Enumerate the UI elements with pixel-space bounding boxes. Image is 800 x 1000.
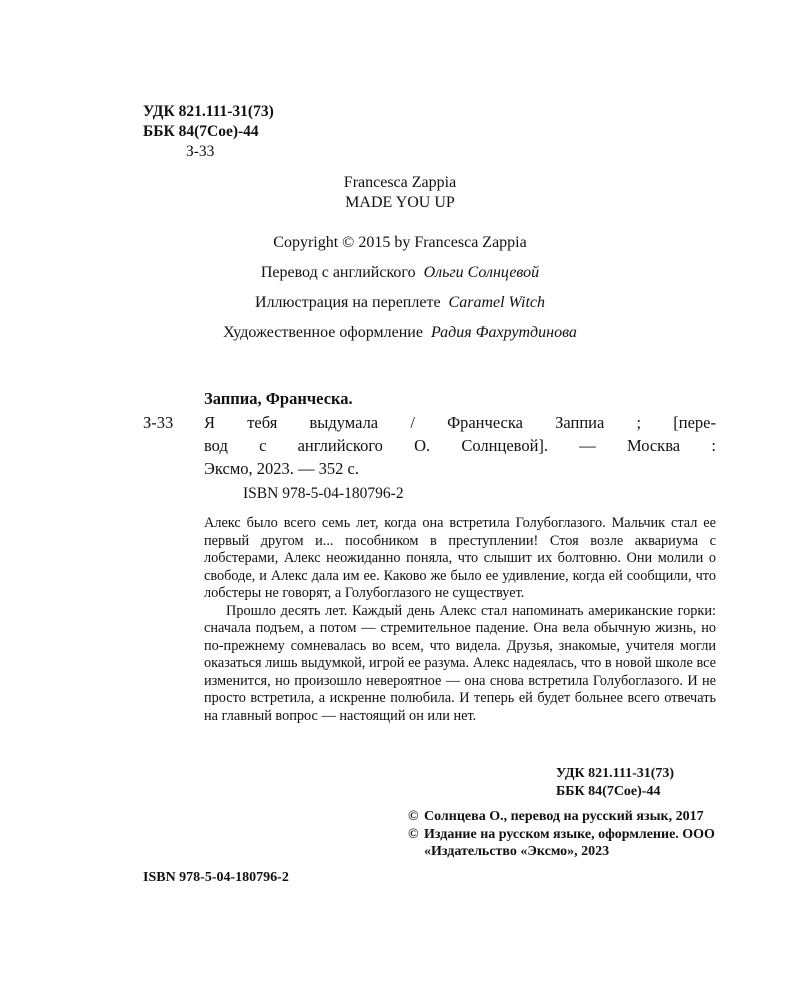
designer-name: Радия Фахрутдинова xyxy=(430,324,577,341)
design-credit xyxy=(0,324,800,342)
bibliographic-mark: З-33 xyxy=(143,413,174,432)
translator-name: Ольги Солнцевой xyxy=(423,264,540,281)
copyright-symbol: © xyxy=(408,809,419,824)
author-mark: З-33 xyxy=(186,143,215,160)
copyright-line: Copyright © 2015 by Francesca Zappia xyxy=(273,234,527,251)
copyright-symbol: © xyxy=(408,826,419,842)
book-summary xyxy=(204,515,716,725)
description-line-3: Эксмо, 2023. — 352 с. xyxy=(204,459,359,478)
illustration-credit xyxy=(0,294,800,312)
description-line-1: Я тебя выдумала / Франческа Заппиа ; [пере- xyxy=(204,413,716,432)
summary-paragraph-2: Прошло десять лет. Каждый день Алекс стал напоминать американские горки: сначала подъем, а потом — стремительное падение. Она вела обычную жизнь, но по-прежнему сомневалась во всем, что видела. Друзья, знакомые, учителя могли оказаться лишь выдумкой, игрой ее разума. Алекс надеялась, что в новой школе все изменится, но произошло невероятное — она снова встретила Голубоглазого. И не просто встретила, а искренне полюбила. И теперь ей будет больнее всего отвечать на главный вопрос — настоящий он или нет. xyxy=(204,602,716,724)
illustration-label: Иллюстрация на переплете xyxy=(255,294,441,311)
illustrator-name: Caramel Witch xyxy=(448,294,545,311)
bibliographic-description xyxy=(204,413,716,482)
design-label: Художественное оформление xyxy=(223,324,423,341)
original-title: MADE YOU UP xyxy=(345,194,455,211)
translation-credit xyxy=(0,264,800,282)
udk-code: УДК 821.111-31(73) xyxy=(143,103,274,120)
copyright-notices xyxy=(408,808,718,861)
summary-bbk: ББК 84(7Сое)-44 xyxy=(556,784,661,799)
isbn-main: ISBN 978-5-04-180796-2 xyxy=(243,485,404,502)
description-line-2: вод с английского О. Солнцевой]. — Москва : xyxy=(204,436,716,455)
summary-paragraph-1: Алекс было всего семь лет, когда она встретила Голубоглазого. Мальчик стал ее первый другом и... пособником в преступлении! Стоя возле аквариума с лобстерами, Алекс неожиданно поняла, что слышит их болтовню. Они молили о свободе, и Алекс дала им ее. Каково же было ее удивление, когда ей сообщили, что лобстеры не говорят, а Голубоглазого не существует. xyxy=(204,515,716,601)
copyright-translation: © Солнцева О., перевод на русский язык, 2017 xyxy=(408,809,704,824)
original-author: Francesca Zappia xyxy=(343,174,457,191)
isbn-footer: ISBN 978-5-04-180796-2 xyxy=(143,870,289,885)
summary-udk: УДК 821.111-31(73) xyxy=(556,766,675,781)
bbk-code: ББК 84(7Сое)-44 xyxy=(143,123,259,140)
copyright-edition: © Издание на русском языке, оформление. ООО «Издательство «Эксмо», 2023 xyxy=(408,826,715,860)
bibliographic-heading: Заппиа, Франческа. xyxy=(204,389,353,408)
translation-label: Перевод с английского xyxy=(260,264,416,281)
